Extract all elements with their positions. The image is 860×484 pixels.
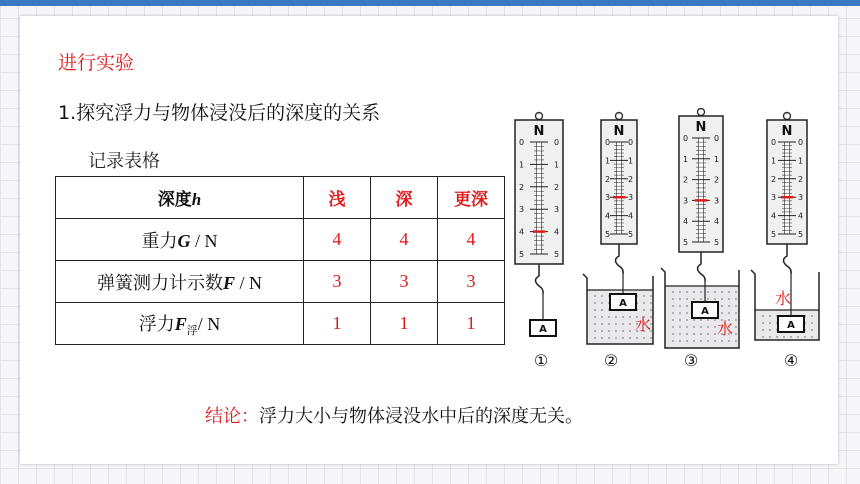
- water-dot: [679, 291, 681, 293]
- header-depth-cell: 深度h: [56, 177, 304, 219]
- water-dot: [629, 316, 631, 318]
- water-dot: [721, 305, 723, 307]
- table-caption: 记录表格: [88, 151, 160, 172]
- water-dot: [650, 295, 652, 297]
- water-dot: [672, 305, 674, 307]
- tick-label: 4: [519, 227, 525, 237]
- tick-label: 0: [771, 138, 777, 147]
- row-label-cell: 重力G / N: [56, 219, 304, 261]
- tick-label: 2: [714, 175, 720, 185]
- water-dot: [769, 336, 771, 338]
- tick-label: 5: [714, 238, 720, 247]
- water-dot: [804, 336, 806, 338]
- tick-label: 1: [628, 156, 634, 166]
- water-dot: [686, 298, 688, 300]
- hanger-ring: [616, 113, 623, 120]
- water-dot: [700, 298, 702, 300]
- table-row: [56, 303, 505, 345]
- water-dot: [728, 312, 730, 314]
- tick-label: 0: [714, 134, 720, 143]
- water-dot: [735, 326, 737, 328]
- tick-label: 0: [554, 138, 560, 147]
- row-label-cell: 弹簧测力计示数F / N: [56, 261, 304, 303]
- water-dot: [679, 333, 681, 335]
- water-dot: [707, 291, 709, 293]
- header-deeper-cell: 更深: [438, 177, 505, 219]
- row-label-cell: 浮力$F_浮/$ N: [56, 303, 304, 345]
- water-dot: [714, 340, 716, 342]
- water-dot: [762, 329, 764, 331]
- water-dot: [594, 330, 596, 332]
- water-dot: [672, 340, 674, 342]
- table-row: [56, 261, 505, 303]
- tick-label: 1: [771, 156, 777, 166]
- water-dot: [686, 319, 688, 321]
- water-dot: [728, 291, 730, 293]
- water-dot: [686, 340, 688, 342]
- water-dot: [629, 323, 631, 325]
- table-header-row: [56, 177, 505, 219]
- water-dot: [783, 336, 785, 338]
- water-dot: [700, 326, 702, 328]
- water-dot: [707, 319, 709, 321]
- water-dot: [686, 291, 688, 293]
- water-dot: [594, 309, 596, 311]
- water-dot: [686, 312, 688, 314]
- water-dot: [679, 312, 681, 314]
- scale-hook: [616, 244, 624, 274]
- tick-label: 2: [605, 174, 611, 184]
- water-dot: [629, 337, 631, 339]
- block-label: A: [787, 320, 795, 331]
- water-dot: [693, 333, 695, 335]
- tick-label: 3: [628, 193, 634, 203]
- tick-label: 4: [714, 217, 720, 227]
- water-dot: [622, 337, 624, 339]
- setup-3: [661, 109, 739, 371]
- setup-number-label: ④: [783, 351, 799, 370]
- tick-label: 0: [605, 138, 611, 147]
- water-dot: [615, 330, 617, 332]
- water-dot: [672, 333, 674, 335]
- water-dot: [707, 298, 709, 300]
- table-row: [56, 219, 505, 261]
- tick-label: 2: [683, 175, 689, 185]
- water-dot: [594, 302, 596, 304]
- tick-label: 3: [554, 205, 560, 215]
- water-dot: [650, 309, 652, 311]
- water-dot: [769, 322, 771, 324]
- water-dot: [594, 323, 596, 325]
- section-title: 进行实验: [58, 52, 135, 74]
- tick-label: 5: [683, 238, 689, 247]
- water-dot: [776, 336, 778, 338]
- top-accent-bar: [0, 0, 860, 6]
- water-dot: [643, 295, 645, 297]
- water-dot: [672, 319, 674, 321]
- scale-tube: [537, 142, 542, 254]
- water-label: 水: [775, 289, 792, 308]
- tick-label: 2: [798, 174, 804, 184]
- tick-label: 4: [798, 211, 804, 221]
- water-dot: [790, 336, 792, 338]
- water-dot: [629, 330, 631, 332]
- water-dot: [797, 336, 799, 338]
- tick-label: 2: [628, 174, 634, 184]
- water-dot: [735, 312, 737, 314]
- scale-tube: [785, 142, 790, 234]
- water-dot: [728, 305, 730, 307]
- water-dot: [721, 340, 723, 342]
- water-dot: [700, 291, 702, 293]
- water-dot: [608, 337, 610, 339]
- value-cell: 3: [304, 261, 371, 303]
- water-dot: [622, 330, 624, 332]
- water-dot: [622, 323, 624, 325]
- water-dot: [615, 323, 617, 325]
- water-dot: [608, 330, 610, 332]
- water-dot: [693, 319, 695, 321]
- tick-label: 0: [628, 138, 634, 147]
- hanger-ring: [784, 113, 791, 120]
- tick-label: 3: [714, 196, 720, 206]
- tick-label: 1: [554, 160, 560, 170]
- water-dot: [721, 291, 723, 293]
- scale-unit-letter: N: [781, 124, 793, 139]
- water-dot: [643, 302, 645, 304]
- tick-label: 5: [519, 250, 525, 259]
- tick-label: 3: [605, 193, 611, 203]
- water-dot: [707, 326, 709, 328]
- tick-label: 1: [605, 156, 611, 166]
- water-dot: [693, 326, 695, 328]
- water-dot: [650, 302, 652, 304]
- tick-label: 4: [628, 211, 634, 221]
- water-dot: [714, 319, 716, 321]
- value-cell: 3: [371, 261, 438, 303]
- water-dot: [594, 337, 596, 339]
- spring-scale-experiment-figure: [505, 108, 835, 378]
- value-cell: 1: [438, 303, 505, 345]
- scale-tube: [617, 142, 622, 234]
- setup-1: [515, 113, 563, 371]
- subtitle: 1.探究浮力与物体浸没后的深度的关系: [58, 102, 381, 124]
- water-dot: [811, 336, 813, 338]
- water-dot: [601, 309, 603, 311]
- water-dot: [700, 340, 702, 342]
- water-dot: [693, 298, 695, 300]
- tick-label: 0: [519, 138, 525, 147]
- water-dot: [672, 326, 674, 328]
- water-dot: [601, 316, 603, 318]
- water-dot: [714, 326, 716, 328]
- value-cell: 1: [371, 303, 438, 345]
- tick-label: 1: [683, 154, 689, 164]
- block-label: A: [619, 298, 627, 309]
- water-dot: [643, 309, 645, 311]
- water-dot: [762, 315, 764, 317]
- water-dot: [679, 326, 681, 328]
- water-dot: [594, 295, 596, 297]
- water-dot: [762, 322, 764, 324]
- scale-unit-letter: N: [613, 124, 625, 139]
- water-dot: [622, 316, 624, 318]
- tick-label: 3: [771, 193, 777, 203]
- water-dot: [601, 337, 603, 339]
- tick-label: 5: [628, 230, 634, 239]
- water-dot: [811, 329, 813, 331]
- water-dot: [707, 333, 709, 335]
- water-dot: [811, 315, 813, 317]
- water-dot: [700, 319, 702, 321]
- block-label: A: [701, 306, 709, 317]
- tick-label: 5: [798, 230, 804, 239]
- tick-label: 3: [683, 196, 689, 206]
- water-dot: [615, 316, 617, 318]
- water-dot: [700, 333, 702, 335]
- water-dot: [735, 333, 737, 335]
- tick-label: 1: [714, 154, 720, 164]
- tick-label: 4: [683, 217, 689, 227]
- water-dot: [601, 323, 603, 325]
- tick-label: 3: [519, 205, 525, 215]
- water-dot: [679, 340, 681, 342]
- setup-number-label: ①: [533, 351, 549, 370]
- tick-label: 1: [798, 156, 804, 166]
- tick-label: 2: [519, 182, 525, 192]
- setup-2: [583, 113, 653, 371]
- tick-label: 1: [519, 160, 525, 170]
- water-dot: [735, 305, 737, 307]
- tick-label: 5: [605, 230, 611, 239]
- tick-label: 5: [554, 250, 560, 259]
- water-dot: [608, 323, 610, 325]
- hanger-ring: [536, 113, 543, 120]
- water-dot: [721, 312, 723, 314]
- water-dot: [693, 291, 695, 293]
- water-dot: [601, 302, 603, 304]
- conclusion-text: 浮力大小与物体浸没水中后的深度无关。: [259, 406, 583, 427]
- water-dot: [762, 336, 764, 338]
- setup-number-label: ③: [683, 351, 699, 370]
- header-deep-cell: 深: [371, 177, 438, 219]
- water-dot: [643, 337, 645, 339]
- value-cell: 3: [438, 261, 505, 303]
- water-dot: [686, 305, 688, 307]
- tick-label: 4: [605, 211, 611, 221]
- water-dot: [686, 326, 688, 328]
- water-dot: [769, 329, 771, 331]
- water-dot: [707, 340, 709, 342]
- water-dot: [769, 315, 771, 317]
- scale-hook: [698, 252, 706, 282]
- water-label: 水: [635, 315, 652, 334]
- water-dot: [608, 316, 610, 318]
- water-dot: [615, 337, 617, 339]
- water-dot: [636, 337, 638, 339]
- water-dot: [735, 340, 737, 342]
- water-dot: [679, 298, 681, 300]
- hanger-ring: [698, 109, 705, 116]
- scale-unit-letter: N: [695, 120, 707, 135]
- water-dot: [728, 340, 730, 342]
- water-dot: [679, 319, 681, 321]
- scale-hook: [784, 244, 792, 274]
- water-label: 水: [717, 319, 734, 338]
- scale-hook: [536, 264, 544, 294]
- block-label: A: [539, 324, 547, 335]
- water-dot: [686, 333, 688, 335]
- tick-label: 4: [554, 227, 560, 237]
- scale-unit-letter: N: [533, 124, 545, 139]
- water-dot: [811, 322, 813, 324]
- scale-tube: [699, 138, 704, 242]
- record-table: [55, 176, 505, 345]
- tick-label: 5: [771, 230, 777, 239]
- water-dot: [594, 316, 596, 318]
- water-dot: [721, 298, 723, 300]
- water-dot: [735, 291, 737, 293]
- tick-label: 2: [771, 174, 777, 184]
- header-shallow-cell: 浅: [304, 177, 371, 219]
- tick-label: 4: [771, 211, 777, 221]
- value-cell: 1: [304, 303, 371, 345]
- water-dot: [601, 295, 603, 297]
- water-dot: [693, 340, 695, 342]
- water-dot: [714, 291, 716, 293]
- conclusion: [205, 402, 583, 428]
- setup-number-label: ②: [603, 351, 619, 370]
- tick-label: 2: [554, 182, 560, 192]
- water-dot: [679, 305, 681, 307]
- value-cell: 4: [304, 219, 371, 261]
- water-dot: [650, 337, 652, 339]
- setup-4: [751, 113, 819, 371]
- water-dot: [672, 298, 674, 300]
- water-dot: [672, 291, 674, 293]
- conclusion-prefix: 结论：: [205, 406, 259, 427]
- water-dot: [714, 333, 716, 335]
- value-cell: 4: [438, 219, 505, 261]
- water-dot: [728, 298, 730, 300]
- water-dot: [735, 298, 737, 300]
- tick-label: 0: [798, 138, 804, 147]
- tick-label: 0: [683, 134, 689, 143]
- water-dot: [672, 312, 674, 314]
- water-dot: [714, 298, 716, 300]
- water-dot: [735, 319, 737, 321]
- water-dot: [601, 330, 603, 332]
- value-cell: 4: [371, 219, 438, 261]
- tick-label: 3: [798, 193, 804, 203]
